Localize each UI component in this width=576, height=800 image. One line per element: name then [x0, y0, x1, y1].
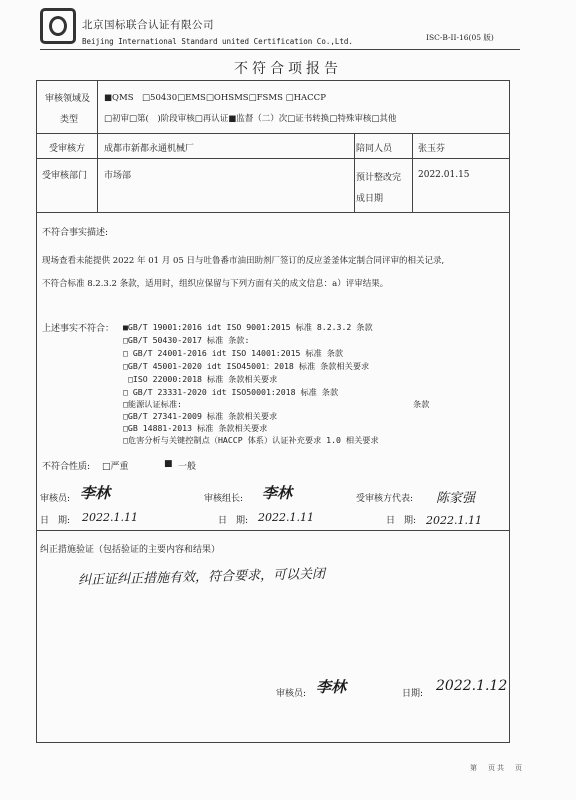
- corrective-heading: 纠正措施验证（包括验证的主要内容和结果）: [40, 545, 221, 555]
- standard-item: □ISO 22000:2018 标准 条款相关要求: [128, 374, 278, 384]
- row-divider: [37, 133, 509, 134]
- standard-item: □能源认证标准:: [123, 399, 182, 409]
- report-title: 不符合项报告: [234, 61, 342, 77]
- deadline-label-1: 预计整改完: [356, 173, 402, 183]
- date-label: 日 期:: [386, 516, 417, 526]
- standard-item: □GB/T 45001-2020 idt ISO45001：2018 标准 条款相关要求: [123, 361, 370, 371]
- row-divider: [37, 530, 509, 531]
- audit-type-label: 类型: [60, 115, 79, 125]
- standard-item: □GB/T 50430-2017 标准 条款:: [123, 335, 250, 345]
- col-divider: [97, 81, 98, 212]
- date-auditor: 2022.1.11: [82, 511, 138, 524]
- header-divider: [40, 49, 520, 50]
- department-label: 受审核部门: [42, 171, 88, 181]
- standard-item: ■GB/T 19001:2016 idt ISO 9001:2015 标准 8.2.3.2 条款: [123, 322, 373, 332]
- deadline-label-2: 成日期: [356, 194, 384, 204]
- auditee-name: 成都市新都永通机械厂: [104, 144, 195, 154]
- audit-field-label: 审核领域及: [45, 94, 91, 104]
- row-divider: [37, 212, 509, 213]
- standard-item: □GB/T 27341-2009 标准 条款相关要求: [123, 411, 278, 421]
- col-divider: [412, 133, 413, 212]
- nature-minor-checkbox-icon: ■: [164, 459, 173, 469]
- audit-domains: ■QMS □50430□EMS□OHSMS□FSMS □HACCP: [104, 93, 326, 103]
- date-label: 日 期:: [40, 516, 71, 526]
- corrective-handwriting: 纠正证纠正措施有效，符合要求，可以关闭: [77, 566, 326, 589]
- page-footer: 第 页共 页: [470, 764, 524, 772]
- leader-label: 审核组长:: [204, 494, 244, 504]
- accompany-name: 张玉芬: [418, 144, 446, 154]
- nature-serious: □严重: [102, 462, 129, 472]
- fact-line-1: 现场查看未能提供 2022 年 01 月 05 日与吐鲁番市油田助剂厂签订的反应釜釜体定制合同评审的相关记录,: [42, 256, 445, 266]
- doc-code: ISC-B-II-16(05 版): [426, 33, 494, 42]
- leader-signature: 李林: [262, 484, 293, 502]
- auditor-signature: 李林: [80, 484, 111, 502]
- auditor-label: 审核员:: [40, 494, 71, 504]
- org-name-cn: 北京国标联合认证有限公司: [82, 19, 214, 31]
- audit-types: □初审□第( )阶段审核□再认证■监督（二）次□证书转换□特殊审核□其他: [104, 114, 397, 124]
- rep-signature: 陈家强: [436, 491, 476, 506]
- auditee-label: 受审核方: [49, 144, 86, 154]
- accompany-label: 陪同人员: [356, 144, 393, 154]
- department-name: 市场部: [104, 171, 132, 181]
- verify-date-label: 日期:: [402, 689, 424, 699]
- date-rep: 2022.1.11: [426, 514, 482, 527]
- fact-line-2: 不符合标准 8.2.3.2 条款，适用时，组织应保留与下列方面有关的成文信息：a）评审结果。: [42, 279, 389, 289]
- verify-auditor-label: 审核员:: [276, 689, 307, 699]
- nature-label: 不符合性质:: [42, 462, 91, 472]
- nature-minor: 一般: [178, 462, 197, 472]
- rep-label: 受审核方代表:: [356, 494, 414, 504]
- verify-date: 2022.1.12: [436, 678, 508, 694]
- standard-item: □GB 14881-2013 标准 条款相关要求: [123, 423, 268, 433]
- org-name-en: Beijing International Standard united Certification Co.,Ltd.: [82, 37, 353, 46]
- company-logo-icon: [40, 8, 76, 44]
- deadline-date: 2022.01.15: [418, 170, 470, 180]
- row-divider: [37, 158, 509, 159]
- standard-item: □ GB/T 24001-2016 idt ISO 14001:2015 标准 条款: [123, 348, 344, 358]
- energy-clause: 条款: [413, 399, 430, 409]
- date-label: 日 期:: [218, 516, 249, 526]
- standard-item: □ GB/T 23331-2020 idt ISO50001:2018 标准 条款: [123, 387, 339, 397]
- standards-lead: 上述事实不符合：: [42, 324, 115, 334]
- standard-item: □危害分析与关键控制点（HACCP 体系）认证补充要求 1.0 相关要求: [123, 435, 379, 445]
- col-divider: [354, 133, 355, 212]
- verify-auditor-signature: 李林: [316, 678, 347, 696]
- fact-heading: 不符合事实描述:: [42, 228, 109, 238]
- date-leader: 2022.1.11: [258, 511, 314, 524]
